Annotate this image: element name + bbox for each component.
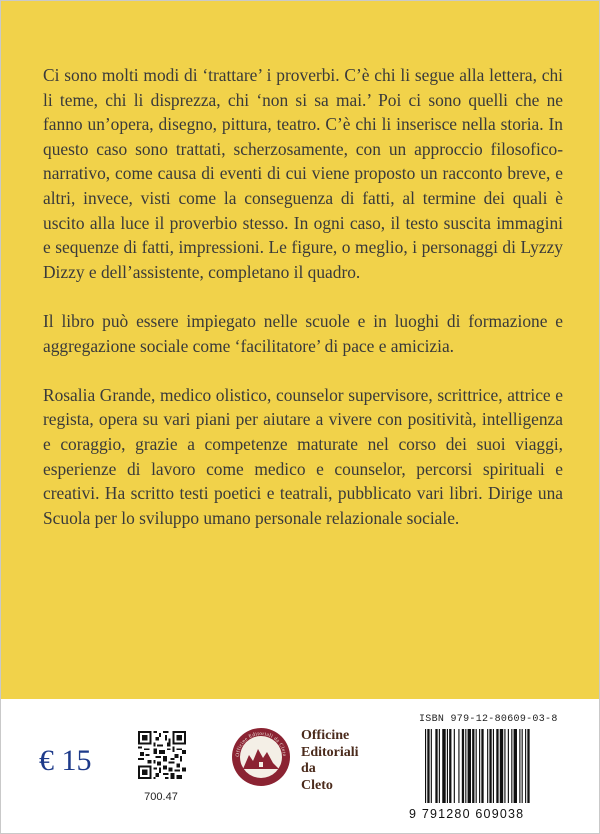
publisher-name: [301, 728, 359, 794]
barcode-icon: [423, 729, 593, 803]
paragraph-usage: Il libro può essere impiegato nelle scuole e in luoghi di formazione e aggregazione sociale come ‘facilitatore’ di pace e amicizia.: [43, 310, 563, 356]
qr-code-icon: [138, 731, 186, 779]
logo-arc-text: Officine Editoriali da Cleto: [234, 730, 288, 758]
publisher-line-3: da: [301, 761, 316, 776]
publisher-line-2: Editoriali: [301, 744, 359, 760]
blurb-panel: [1, 1, 599, 699]
publisher-line-4: Cleto: [301, 777, 333, 793]
blurb-text: [43, 63, 563, 555]
publisher-logo-icon: [231, 727, 291, 787]
isbn-number: 9 791280 609038: [409, 807, 525, 821]
publisher-line-1: Officine: [301, 728, 350, 743]
qr-caption: 700.47: [144, 791, 178, 803]
paragraph-author: Rosalia Grande, medico olistico, counselor supervisore, scrittrice, attrice e regista, opera su vari piani per aiutare a vivere con positività, intelligenza e coraggio, grazie a competenze maturate nel corso dei suoi viaggi, esperienze di lavoro come medico e counselor, percorsi spirituali e creativi. Ha scritto testi poetici e teatrali, pubblicato vari libri. Dirige una Scuola per lo sviluppo umano personale relazionale sociale.: [43, 384, 563, 528]
isbn-label: ISBN 979-12-80609-03-8: [419, 714, 558, 725]
price-label: € 15: [39, 744, 92, 777]
paragraph-intro: Ci sono molti modi di ‘trattare’ i proverbi. C’è chi li segue alla lettera, chi li teme, chi li disprezza, chi ‘non si sa mai.’ Poi ci sono quelli che ne fanno un’opera, disegno, pittura, teatro. C’è chi li inserisce nella storia. In questo caso sono trattati, scherzosamente, con un approccio filosofico-narrativo, come causa di eventi di cui viene proposto un racconto breve, e altri, invece, visti come la conseguenza di fatti, al termine dei quali è uscito alla luce il proverbio stesso. In ogni caso, il testo suscita immagini e sequenze di fatti, impressioni. Le figure, o meglio, i personaggi di Lyzzy Dizzy e dell’assistente, completano il quadro.: [43, 65, 563, 282]
